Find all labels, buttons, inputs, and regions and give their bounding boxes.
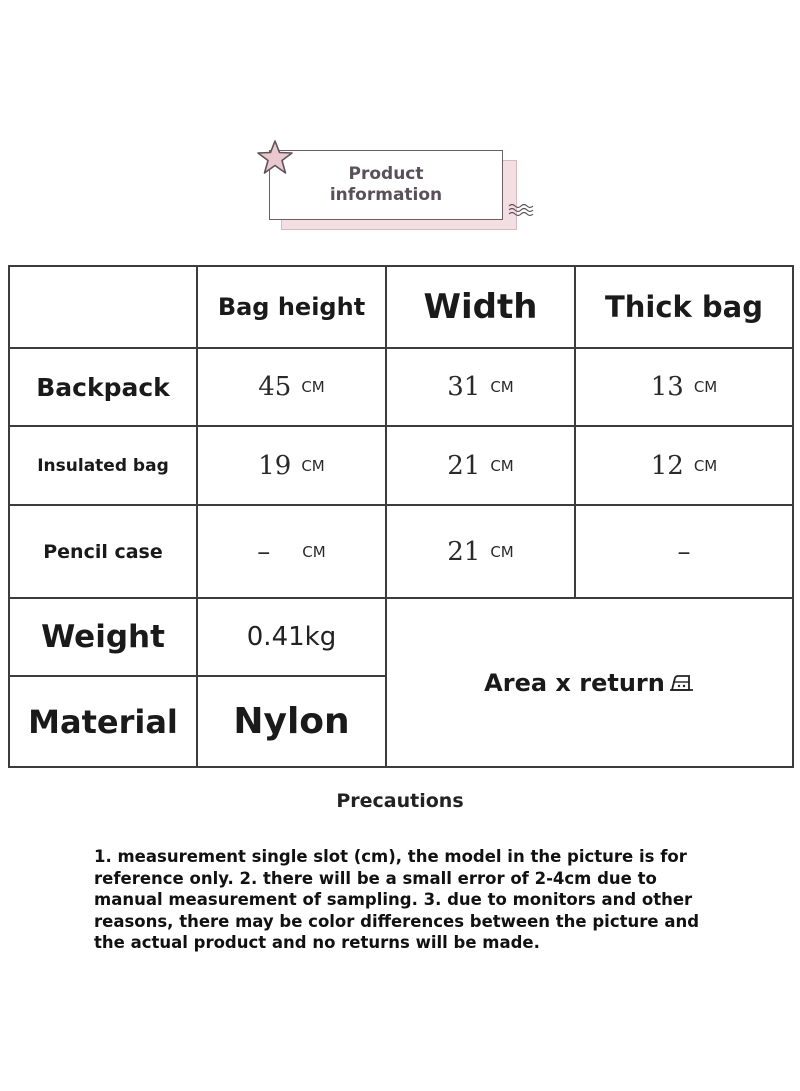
unit: CM xyxy=(490,456,514,475)
value: – xyxy=(257,536,271,567)
value: 12 xyxy=(650,450,684,481)
value: – xyxy=(677,536,691,567)
material-label: Material xyxy=(28,702,178,741)
row-label-backpack: Backpack xyxy=(36,372,170,402)
value: 21 xyxy=(447,450,481,481)
cell-pencil-height xyxy=(198,506,385,597)
star-icon xyxy=(255,138,295,178)
unit: CM xyxy=(301,378,325,396)
value: 31 xyxy=(447,372,481,402)
cell-backpack-height xyxy=(198,349,385,425)
cell-backpack-width xyxy=(387,349,574,425)
care-text: Area x return xyxy=(484,668,665,697)
iron-icon xyxy=(669,672,695,694)
badge-box xyxy=(269,150,503,220)
precautions-body: 1. measurement single slot (cm), the model in the picture is for reference only. 2. there will be a small error of 2-4cm due to manual measurement of sampling. 3. due to monitors and other reasons, there may be color differences between the picture and the actual product and no returns will be made. xyxy=(94,847,700,952)
row-label-pencil-case: Pencil case xyxy=(43,540,163,563)
unit: CM xyxy=(490,542,514,561)
precautions-title: Precautions xyxy=(336,790,464,812)
badge-title: Product information xyxy=(329,164,443,205)
cell-backpack-thick xyxy=(576,349,792,425)
size-table xyxy=(8,265,794,768)
value: 45 xyxy=(258,372,292,402)
unit: CM xyxy=(693,378,718,396)
wave-icon xyxy=(507,202,537,218)
weight-value: 0.41kg xyxy=(246,622,337,652)
value: 19 xyxy=(258,450,292,481)
cell-pencil-thick xyxy=(576,506,792,597)
col-header-thick-bag: Thick bag xyxy=(604,290,764,324)
material-value: Nylon xyxy=(233,701,350,742)
cell-insulated-width xyxy=(387,427,574,504)
value: 13 xyxy=(650,372,684,402)
weight-label: Weight xyxy=(41,619,165,655)
care-cell xyxy=(387,599,792,766)
unit: CM xyxy=(490,378,514,396)
unit: CM xyxy=(693,456,718,475)
cell-pencil-width xyxy=(387,506,574,597)
unit: CM xyxy=(301,456,325,475)
product-info-badge xyxy=(255,138,545,238)
cell-insulated-height xyxy=(198,427,385,504)
col-header-bag-height: Bag height xyxy=(217,293,366,321)
col-header-width: Width xyxy=(423,287,538,327)
unit: CM xyxy=(302,542,326,561)
row-label-insulated-bag: Insulated bag xyxy=(37,455,169,476)
cell-insulated-thick xyxy=(576,427,792,504)
grid-line xyxy=(792,265,794,768)
grid-line xyxy=(8,766,794,768)
value: 21 xyxy=(447,536,481,567)
